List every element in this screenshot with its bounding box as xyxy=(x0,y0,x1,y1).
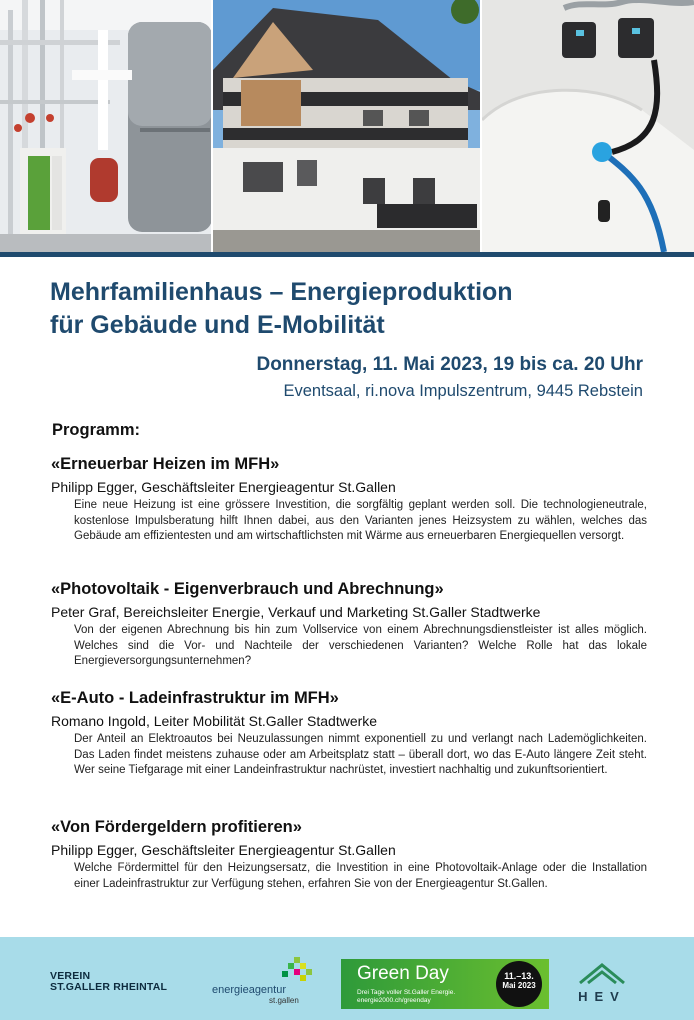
event-date: Donnerstag, 11. Mai 2023, 19 bis ca. 20 Uhr xyxy=(256,354,643,375)
energieagentur-sub: st.gallen xyxy=(269,996,299,1005)
greenday-banner xyxy=(341,959,549,1009)
session-speaker: Philipp Egger, Geschäftsleiter Energieagentur St.Gallen xyxy=(51,842,396,858)
session-description: Der Anteil an Elektroautos bei Neuzulassungen nimmt exponentiell zu und verlangt nach Lademöglichkeiten. Das Laden findet meistens zuhause oder am Arbeitsplatz statt – überall dort, wo das E-Auto längere Zeit steht. Wer seine Tiefgarage mit einer Landeinfrastruktur nachrüstet, investiert nachhaltig und zukunftsorientiert. xyxy=(74,733,647,776)
verein-line-1: VEREIN xyxy=(50,970,91,982)
greenday-date-badge xyxy=(496,961,542,1007)
session-1 xyxy=(51,454,647,545)
greenday-sub-line-1: Drei Tage voller St.Galler Energie. xyxy=(357,989,456,996)
verein-logo xyxy=(50,971,167,993)
greenday-sub-line-2: energie2000.ch/greenday xyxy=(357,997,431,1004)
photo-strip xyxy=(0,0,694,252)
session-description: Von der eigenen Abrechnung bis hin zum Vollservice von einem Abrechnungsdienstleister ist alles möglich. Welches sind die Vor- und Nachteile der verschiedenen Varianten? Welche Rolle hat das lokale Energieversorgungsunternehmen? xyxy=(74,624,647,667)
session-2 xyxy=(51,579,647,670)
session-title: «E-Auto - Ladeinfrastruktur im MFH» xyxy=(51,689,339,707)
verein-line-2: ST.GALLER RHEINTAL xyxy=(50,981,168,993)
energieagentur-mark-icon xyxy=(280,957,316,985)
hev-logo xyxy=(570,959,634,1009)
apartment-building-photo xyxy=(213,0,480,252)
house-roof-icon xyxy=(570,959,634,987)
title-line-2: für Gebäude und E-Mobilität xyxy=(50,311,385,339)
event-venue: Eventsaal, ri.nova Impulszentrum, 9445 Rebstein xyxy=(283,382,643,400)
hev-text: HEV xyxy=(578,989,626,1004)
greenday-subtitle xyxy=(357,989,455,1005)
session-speaker: Peter Graf, Bereichsleiter Energie, Verkauf und Marketing St.Galler Stadtwerke xyxy=(51,604,541,620)
session-description: Welche Fördermittel für den Heizungsersatz, die Investition in eine Photovoltaik-Anlage oder die Installation einer Ladeinfrastruktur zur Verfügung stehen, erfahren Sie von der Energieagentur St.Gallen. xyxy=(74,862,647,890)
session-description: Eine neue Heizung ist eine grössere Investition, die sorgfältig geplant werden soll. Die technologieneutrale, kostenlose Impulsberatung hilft Ihnen dabei, aus den Varianten jenes Heizsystem zu wählen, welches das Gebäude am effizientesten und am wirtschaftlichsten mit Wärme aus erneuerbaren Energiequellen versorgt. xyxy=(74,499,647,542)
session-speaker: Philipp Egger, Geschäftsleiter Energieagentur St.Gallen xyxy=(51,479,396,495)
session-title: «Erneuerbar Heizen im MFH» xyxy=(51,455,280,473)
sponsor-footer xyxy=(0,937,694,1020)
heating-room-photo xyxy=(0,0,211,252)
page-title xyxy=(50,276,670,342)
ev-charging-photo xyxy=(482,0,694,252)
session-4 xyxy=(51,817,647,892)
greenday-title: Green Day xyxy=(357,963,449,984)
session-title: «Von Fördergeldern profitieren» xyxy=(51,818,302,836)
energieagentur-logo xyxy=(212,957,322,1007)
program-heading: Programm: xyxy=(52,421,141,439)
greenday-month: Mai 2023 xyxy=(502,981,536,990)
title-line-1: Mehrfamilienhaus – Energieproduktion xyxy=(50,278,513,306)
header-divider xyxy=(0,252,694,257)
energieagentur-name: energieagentur xyxy=(212,984,287,996)
session-speaker: Romano Ingold, Leiter Mobilität St.Galler Stadtwerke xyxy=(51,713,378,729)
session-3 xyxy=(51,688,647,779)
greenday-dates: 11.–13. xyxy=(504,971,534,981)
session-title: «Photovoltaik - Eigenverbrauch und Abrechnung» xyxy=(51,580,444,598)
